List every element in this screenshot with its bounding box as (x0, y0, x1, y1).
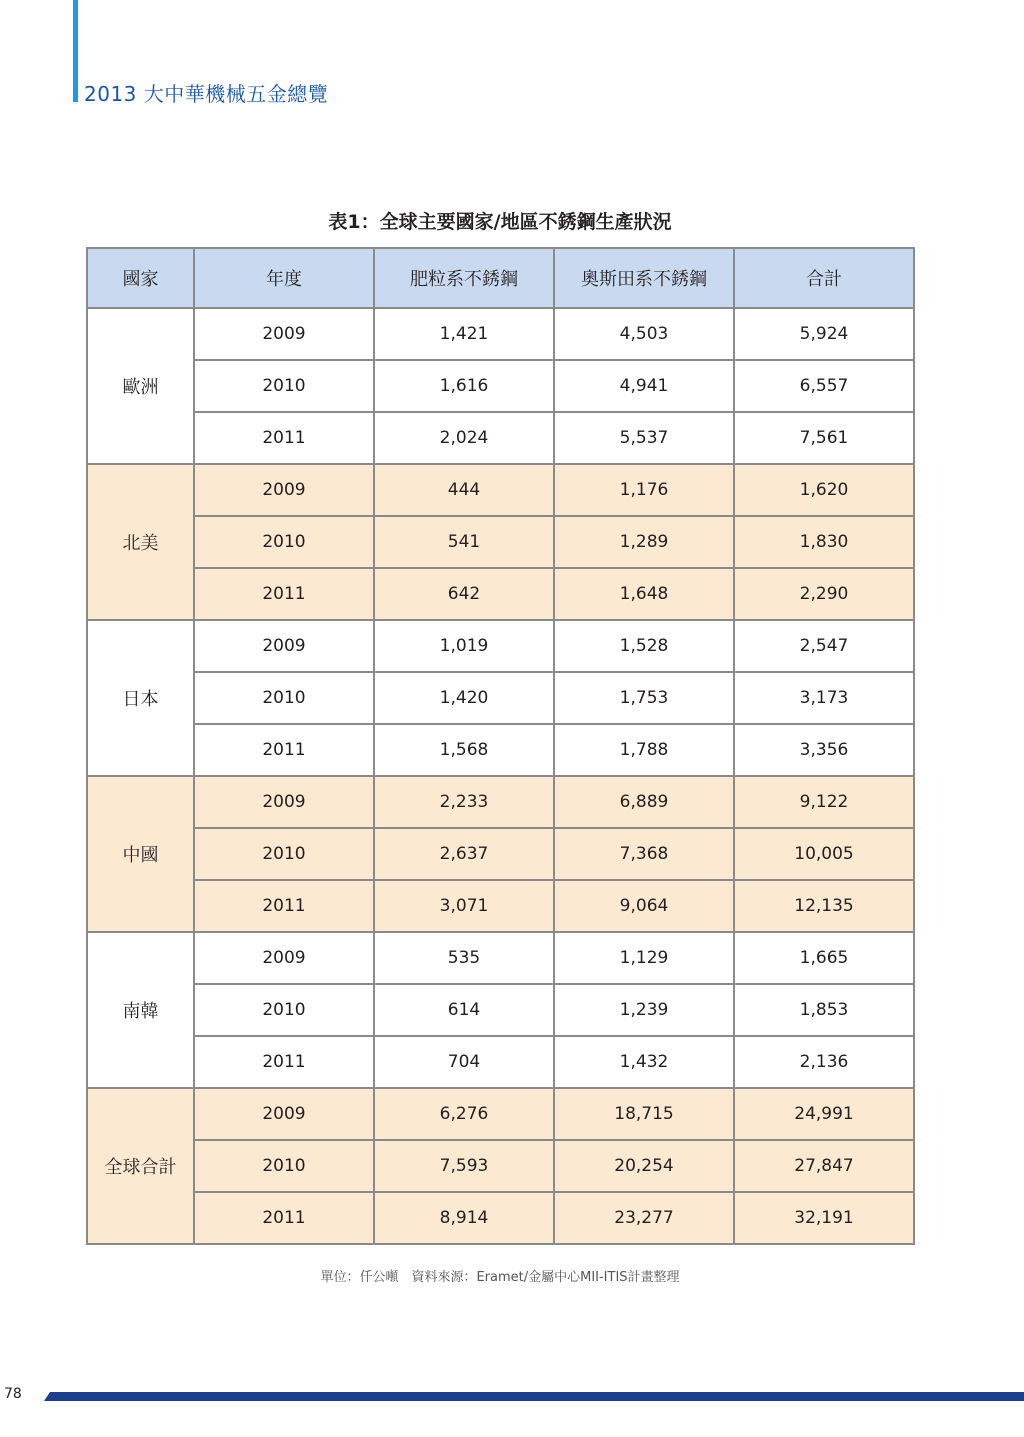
table-footnote: 單位：仟公噸 資料來源：Eramet/金屬中心MII-ITIS計畫整理 (320, 1270, 680, 1285)
year-cell: 2009 (194, 308, 374, 360)
year-cell: 2010 (194, 1140, 374, 1192)
table-row (87, 620, 914, 672)
region-cell: 日本 (87, 620, 194, 776)
year-cell: 2010 (194, 672, 374, 724)
year-cell: 2010 (194, 984, 374, 1036)
ferritic-cell: 1,420 (374, 672, 554, 724)
total-cell: 27,847 (734, 1140, 914, 1192)
total-cell: 12,135 (734, 880, 914, 932)
table-row (87, 516, 914, 568)
year-cell: 2009 (194, 464, 374, 516)
ferritic-cell: 704 (374, 1036, 554, 1088)
table-caption: 表1：全球主要國家/地區不銹鋼生產狀況 (328, 211, 672, 233)
total-cell: 1,620 (734, 464, 914, 516)
ferritic-cell: 2,024 (374, 412, 554, 464)
table-row (87, 984, 914, 1036)
table-row (87, 672, 914, 724)
total-cell: 9,122 (734, 776, 914, 828)
year-cell: 2010 (194, 828, 374, 880)
year-cell: 2011 (194, 412, 374, 464)
column-header-country: 國家 (87, 248, 194, 308)
table-row (87, 828, 914, 880)
table-row (87, 308, 914, 360)
austenitic-cell: 1,648 (554, 568, 734, 620)
year-cell: 2009 (194, 932, 374, 984)
table-row (87, 724, 914, 776)
stainless-steel-production-table (86, 247, 915, 1245)
total-cell: 5,924 (734, 308, 914, 360)
austenitic-cell: 1,129 (554, 932, 734, 984)
table-row (87, 360, 914, 412)
column-header-austenitic: 奧斯田系不銹鋼 (554, 248, 734, 308)
ferritic-cell: 614 (374, 984, 554, 1036)
austenitic-cell: 1,289 (554, 516, 734, 568)
year-cell: 2009 (194, 1088, 374, 1140)
ferritic-cell: 2,233 (374, 776, 554, 828)
ferritic-cell: 444 (374, 464, 554, 516)
total-cell: 2,547 (734, 620, 914, 672)
year-cell: 2011 (194, 568, 374, 620)
total-cell: 2,136 (734, 1036, 914, 1088)
total-cell: 1,853 (734, 984, 914, 1036)
austenitic-cell: 4,941 (554, 360, 734, 412)
ferritic-cell: 541 (374, 516, 554, 568)
region-cell: 南韓 (87, 932, 194, 1088)
table-row (87, 776, 914, 828)
austenitic-cell: 1,528 (554, 620, 734, 672)
ferritic-cell: 1,421 (374, 308, 554, 360)
table-row (87, 1036, 914, 1088)
header-accent-bar (73, 0, 78, 102)
year-cell: 2009 (194, 620, 374, 672)
region-cell: 北美 (87, 464, 194, 620)
year-cell: 2011 (194, 880, 374, 932)
year-cell: 2009 (194, 776, 374, 828)
table-row (87, 464, 914, 516)
ferritic-cell: 535 (374, 932, 554, 984)
year-cell: 2010 (194, 516, 374, 568)
year-cell: 2011 (194, 1192, 374, 1244)
region-cell: 中國 (87, 776, 194, 932)
year-cell: 2010 (194, 360, 374, 412)
austenitic-cell: 1,788 (554, 724, 734, 776)
austenitic-cell: 7,368 (554, 828, 734, 880)
austenitic-cell: 1,239 (554, 984, 734, 1036)
ferritic-cell: 2,637 (374, 828, 554, 880)
page-number: 78 (4, 1386, 22, 1402)
ferritic-cell: 8,914 (374, 1192, 554, 1244)
total-cell: 24,991 (734, 1088, 914, 1140)
austenitic-cell: 4,503 (554, 308, 734, 360)
table-header-row (87, 248, 914, 308)
ferritic-cell: 3,071 (374, 880, 554, 932)
austenitic-cell: 5,537 (554, 412, 734, 464)
table-row (87, 1192, 914, 1244)
footer-bar (44, 1392, 1024, 1401)
table-row (87, 1088, 914, 1140)
austenitic-cell: 1,176 (554, 464, 734, 516)
austenitic-cell: 23,277 (554, 1192, 734, 1244)
total-cell: 1,665 (734, 932, 914, 984)
total-cell: 3,173 (734, 672, 914, 724)
publication-title: 2013 大中華機械五金總覽 (84, 82, 329, 106)
table-row (87, 1140, 914, 1192)
year-cell: 2011 (194, 724, 374, 776)
austenitic-cell: 9,064 (554, 880, 734, 932)
ferritic-cell: 1,616 (374, 360, 554, 412)
region-cell: 全球合計 (87, 1088, 194, 1244)
austenitic-cell: 1,432 (554, 1036, 734, 1088)
total-cell: 3,356 (734, 724, 914, 776)
column-header-year: 年度 (194, 248, 374, 308)
year-cell: 2011 (194, 1036, 374, 1088)
austenitic-cell: 1,753 (554, 672, 734, 724)
total-cell: 2,290 (734, 568, 914, 620)
region-cell: 歐洲 (87, 308, 194, 464)
austenitic-cell: 6,889 (554, 776, 734, 828)
column-header-total: 合計 (734, 248, 914, 308)
total-cell: 10,005 (734, 828, 914, 880)
table-row (87, 568, 914, 620)
total-cell: 6,557 (734, 360, 914, 412)
total-cell: 32,191 (734, 1192, 914, 1244)
austenitic-cell: 20,254 (554, 1140, 734, 1192)
austenitic-cell: 18,715 (554, 1088, 734, 1140)
ferritic-cell: 1,019 (374, 620, 554, 672)
table-body (87, 308, 914, 1244)
table-row (87, 880, 914, 932)
column-header-ferritic: 肥粒系不銹鋼 (374, 248, 554, 308)
ferritic-cell: 7,593 (374, 1140, 554, 1192)
total-cell: 7,561 (734, 412, 914, 464)
ferritic-cell: 6,276 (374, 1088, 554, 1140)
ferritic-cell: 642 (374, 568, 554, 620)
table-row (87, 932, 914, 984)
table-row (87, 412, 914, 464)
ferritic-cell: 1,568 (374, 724, 554, 776)
total-cell: 1,830 (734, 516, 914, 568)
